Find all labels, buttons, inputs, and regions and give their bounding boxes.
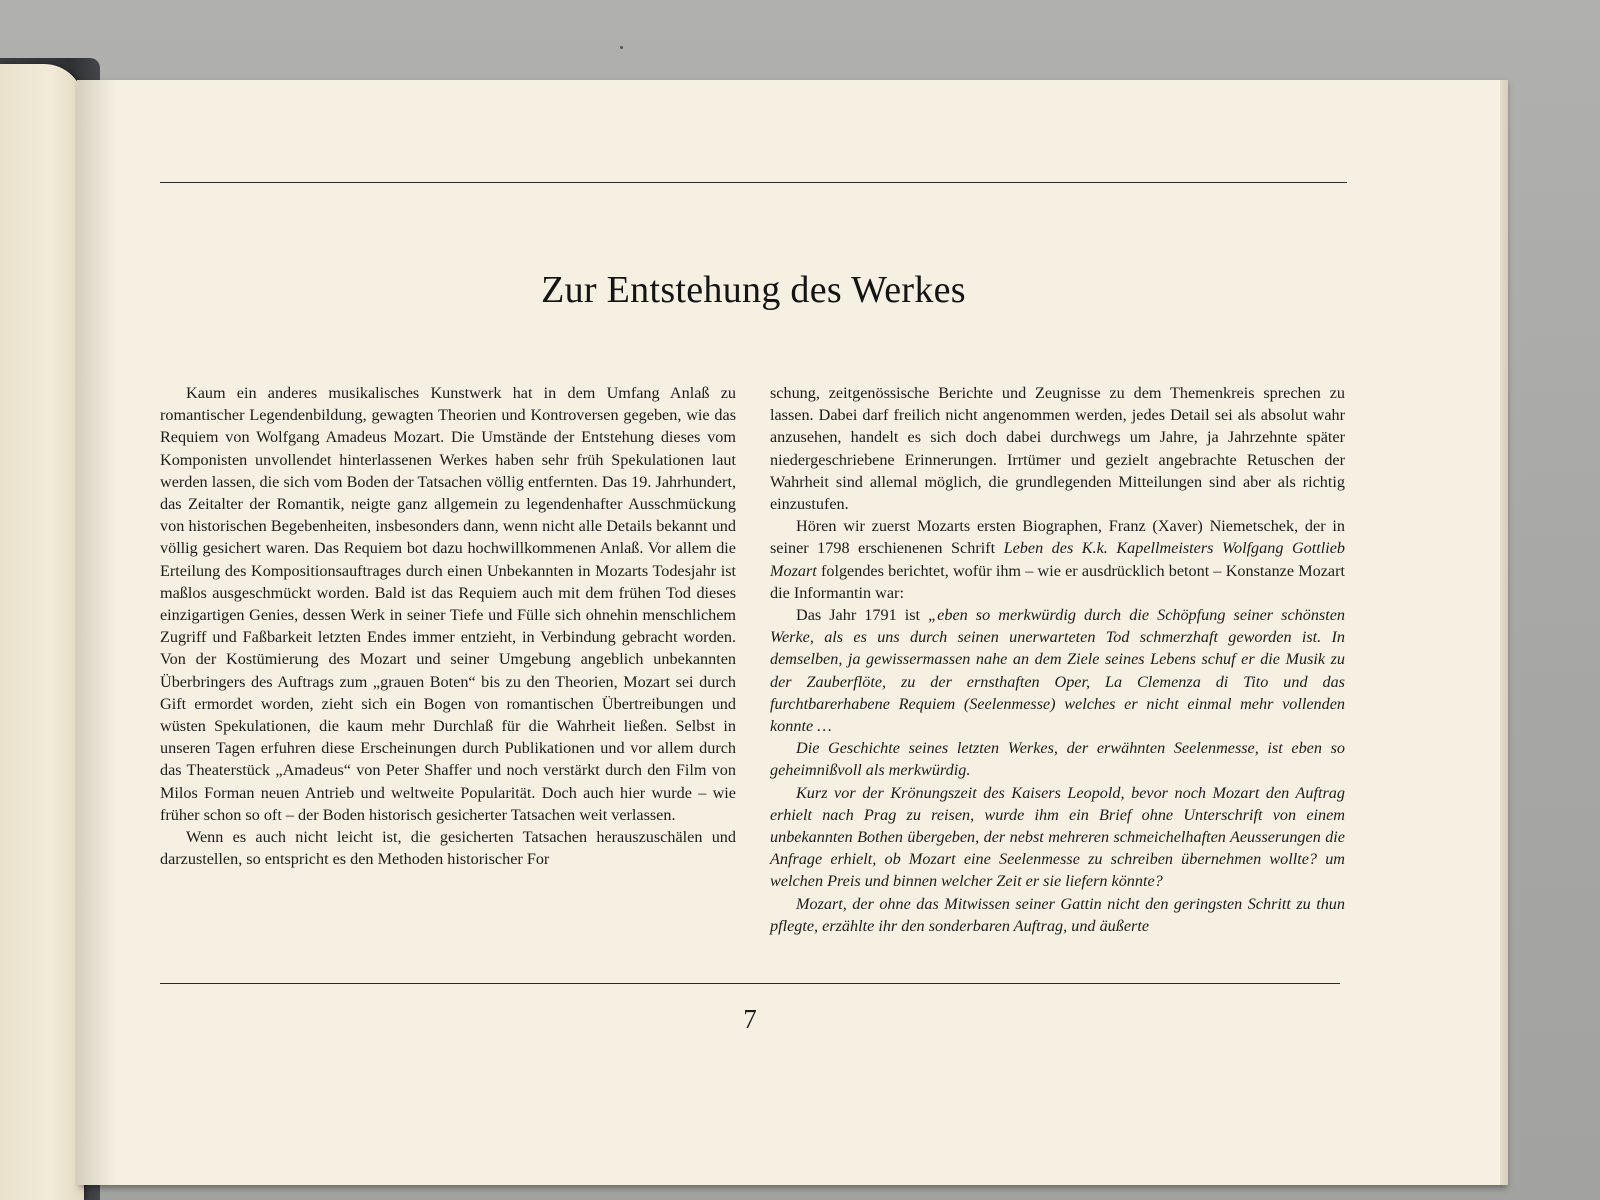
paragraph [770,604,1345,737]
paragraph [770,515,1345,604]
text-span: Hören wir zuerst Mozarts ersten Biographen, Franz (Xaver) Niemetschek, der in seiner 1798 erschienenen Schrift [770,517,1345,558]
text-column-right [770,382,1345,937]
text-column-left [160,382,736,870]
paragraph: Kaum ein anderes musikalisches Kunstwerk hat in dem Umfang Anlaß zu romantischer Legendenbildung, gewagten Theorien und Kontroversen gegeben, wie das Requiem von Wolfgang Amadeus Mozart. Die Umstände der Entstehung dieses vom Komponisten unvollendet hinterlassenen Werkes haben sehr früh Spekulationen laut werden lassen, die sich vom Boden der Tatsachen völlig entfernten. Das 19. Jahrhundert, das Zeitalter der Romantik, neigte ganz allgemein zu legendenhafter Ausschmückung von historischen Begebenheiten, insbesonders dann, wenn nicht alle Details bekannt und völlig gesichert waren. Das Requiem bot dazu hochwillkommenen Anlaß. Vor allem die Erteilung des Kompositionsauftrages durch einen Unbekannten in Mozarts Todesjahr ist maßlos ausgeschmückt worden. Bald ist das Requiem auch mit dem frühen Tod dieses einzigartigen Genies, dessen Werk in seiner Tiefe und Fülle sich ohnehin menschlichem Zugriff und Faßbarkeit letzten Endes immer entzieht, in Verbindung gebracht worden. Von der Kostümierung des Mozart und seiner Umgebung angeblich unbekannten Überbringers des Auftrags zum „grauen Boten“ bis zu den Theorien, Mozart sei durch Gift ermordet worden, zieht sich ein Bogen von romantischen Übertreibungen und wüsten Spekulationen, die kaum mehr Durchlaß für die Wahrheit ließen. Selbst in unseren Tagen erfuhren diese Erscheinungen durch Publikationen und vor allem durch das Theaterstück „Amadeus“ von Peter Shaffer und noch verstärkt durch den Film von Milos Forman neuen Antrieb und weltweite Popularität. Doch auch hier wurde – wie früher schon so oft – der Boden historisch gesicherter Tatsachen weit verlassen. [160,384,736,824]
previous-page-edge [0,64,84,1200]
paragraph: schung, zeitgenössische Berichte und Zeugnisse zu dem Themenkreis sprechen zu lassen. Dabei darf freilich nicht angenommen werden, jedes Detail sei als absolut wahr anzusehen, handelt es sich doch dabei durchwegs um Jahre, ja Jahrzehnte später niedergeschriebene Erinnerungen. Irrtümer und gezielt angebrachte Retuschen der Wahrheit sind allemal möglich, die grundlegenden Mitteilungen sind aber als richtig einzustufen. [770,384,1345,514]
gutter-shadow [77,80,117,1185]
paragraph: Wenn es auch nicht leicht ist, die gesicherten Tatsachen herauszuschälen und darzustellen, so entspricht es den Methoden historischer For [160,828,736,869]
page-number: 7 [743,1004,757,1034]
quote-paragraph: Kurz vor der Krönungszeit des Kaisers Leopold, bevor noch Mozart den Auftrag erhielt nach Prag zu reisen, wurde ihm ein Brief ohne Unterschrift von einem unbekannten Bothen übergeben, der nebst mehreren schmeichelhaften Aeusserungen die Anfrage erhielt, ob Mozart eine Seelenmesse zu schreiben übernehmen wollte? um welchen Preis und binnen welcher Zeit er sie liefern könnte? [770,783,1345,891]
text-span: folgendes berichtet, wofür ihm – wie er ausdrücklich betont – Konstanze Mozart die Informantin war: [770,561,1345,602]
footer-rule [160,983,1340,984]
quote-italic: „eben so merkwürdig durch die Schöpfung seiner schönsten Werke, als es uns durch seinen unerwarteten Tod schmerzhaft geworden ist. In demselben, ja gewissermassen nahe an dem Ziele seines Lebens schuf er die Musik zu der Zauberflöte, zu der ernsthaften Oper, La Clemenza di Tito und das furchtbarerhabene Requiem (Seelenmesse) welches er nicht einmal mehr vollenden konnte … [770,606,1345,736]
text-span: Das Jahr 1791 ist [796,606,929,625]
dust-speck [620,46,623,49]
header-rule [160,182,1347,183]
quote-paragraph: Die Geschichte seines letzten Werkes, der erwähnten Seelenmesse, ist eben so geheimnißvoll als merkwürdig. [770,739,1345,780]
quote-paragraph: Mozart, der ohne das Mitwissen seiner Gattin nicht den geringsten Schritt zu thun pflegte, erzählte ihr den sonderbaren Auftrag, und äußerte [770,894,1345,935]
page-title: Zur Entstehung des Werkes [541,269,966,311]
book-title-italic: Leben des K.k. Kapellmeisters Wolfgang Gottlieb Mozart [770,539,1345,580]
page-edge-right [1500,80,1508,1185]
